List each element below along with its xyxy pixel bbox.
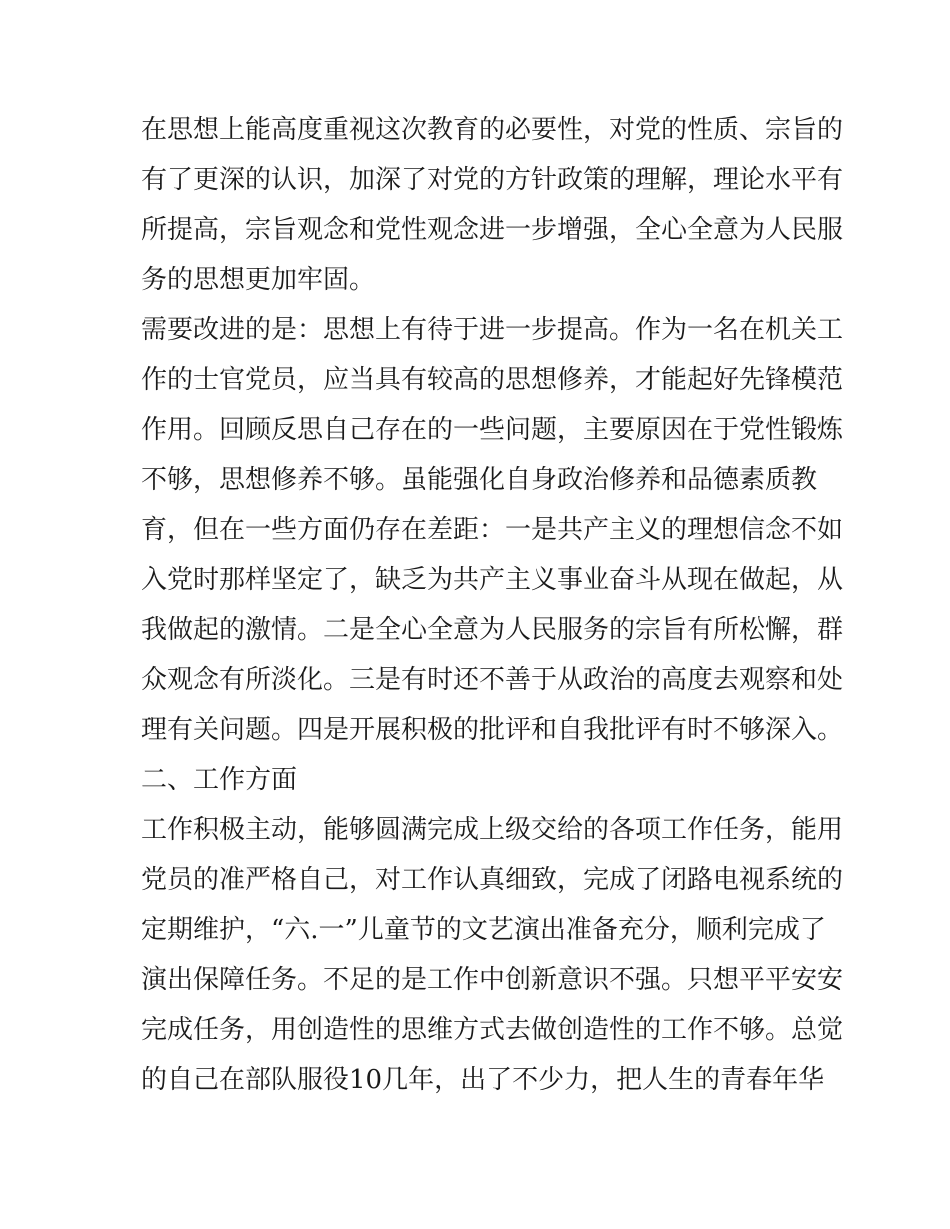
- text-line: 定期维护，“六.一”儿童节的文艺演出准备充分，顺利完成了: [141, 915, 826, 945]
- text-line: 工作积极主动，能够圆满完成上级交给的各项工作任务，能用: [141, 815, 844, 845]
- text-line: 理有关问题。四是开展积极的批评和自我批评有时不够深入。: [141, 715, 844, 745]
- text-line: 作的士官党员，应当具有较高的思想修养，才能起好先锋模范: [141, 365, 844, 395]
- section-heading: 二、工作方面: [141, 765, 298, 795]
- text-line: 育，但在一些方面仍存在差距：一是共产主义的理想信念不如: [141, 515, 844, 545]
- text-line: 作用。回顾反思自己存在的一些问题，主要原因在于党性锻炼: [141, 415, 844, 445]
- text-line: 需要改进的是：思想上有待于进一步提高。作为一名在机关工: [141, 315, 844, 345]
- text-line: 有了更深的认识，加深了对党的方针政策的理解，理论水平有: [141, 165, 844, 195]
- text-line: 的自己在部队服役10几年，出了不少力，把人生的青春年华: [141, 1065, 825, 1095]
- text-line: 我做起的激情。二是全心全意为人民服务的宗旨有所松懈，群: [141, 615, 844, 645]
- text-line: 不够，思想修养不够。虽能强化自身政治修养和品德素质教: [141, 465, 818, 495]
- text-line: 在思想上能高度重视这次教育的必要性，对党的性质、宗旨的: [141, 115, 844, 145]
- text-line: 党员的准严格自己，对工作认真细致，完成了闭路电视系统的: [141, 865, 844, 895]
- text-line: 入党时那样坚定了，缺乏为共产主义事业奋斗从现在做起，从: [141, 565, 844, 595]
- text-line: 众观念有所淡化。三是有时还不善于从政治的高度去观察和处: [141, 665, 844, 695]
- text-line: 所提高，宗旨观念和党性观念进一步增强，全心全意为人民服: [141, 215, 844, 245]
- text-line: 演出保障任务。不足的是工作中创新意识不强。只想平平安安: [141, 965, 844, 995]
- text-line: 务的思想更加牢固。: [141, 265, 376, 295]
- text-line: 完成任务，用创造性的思维方式去做创造性的工作不够。总觉: [141, 1015, 844, 1045]
